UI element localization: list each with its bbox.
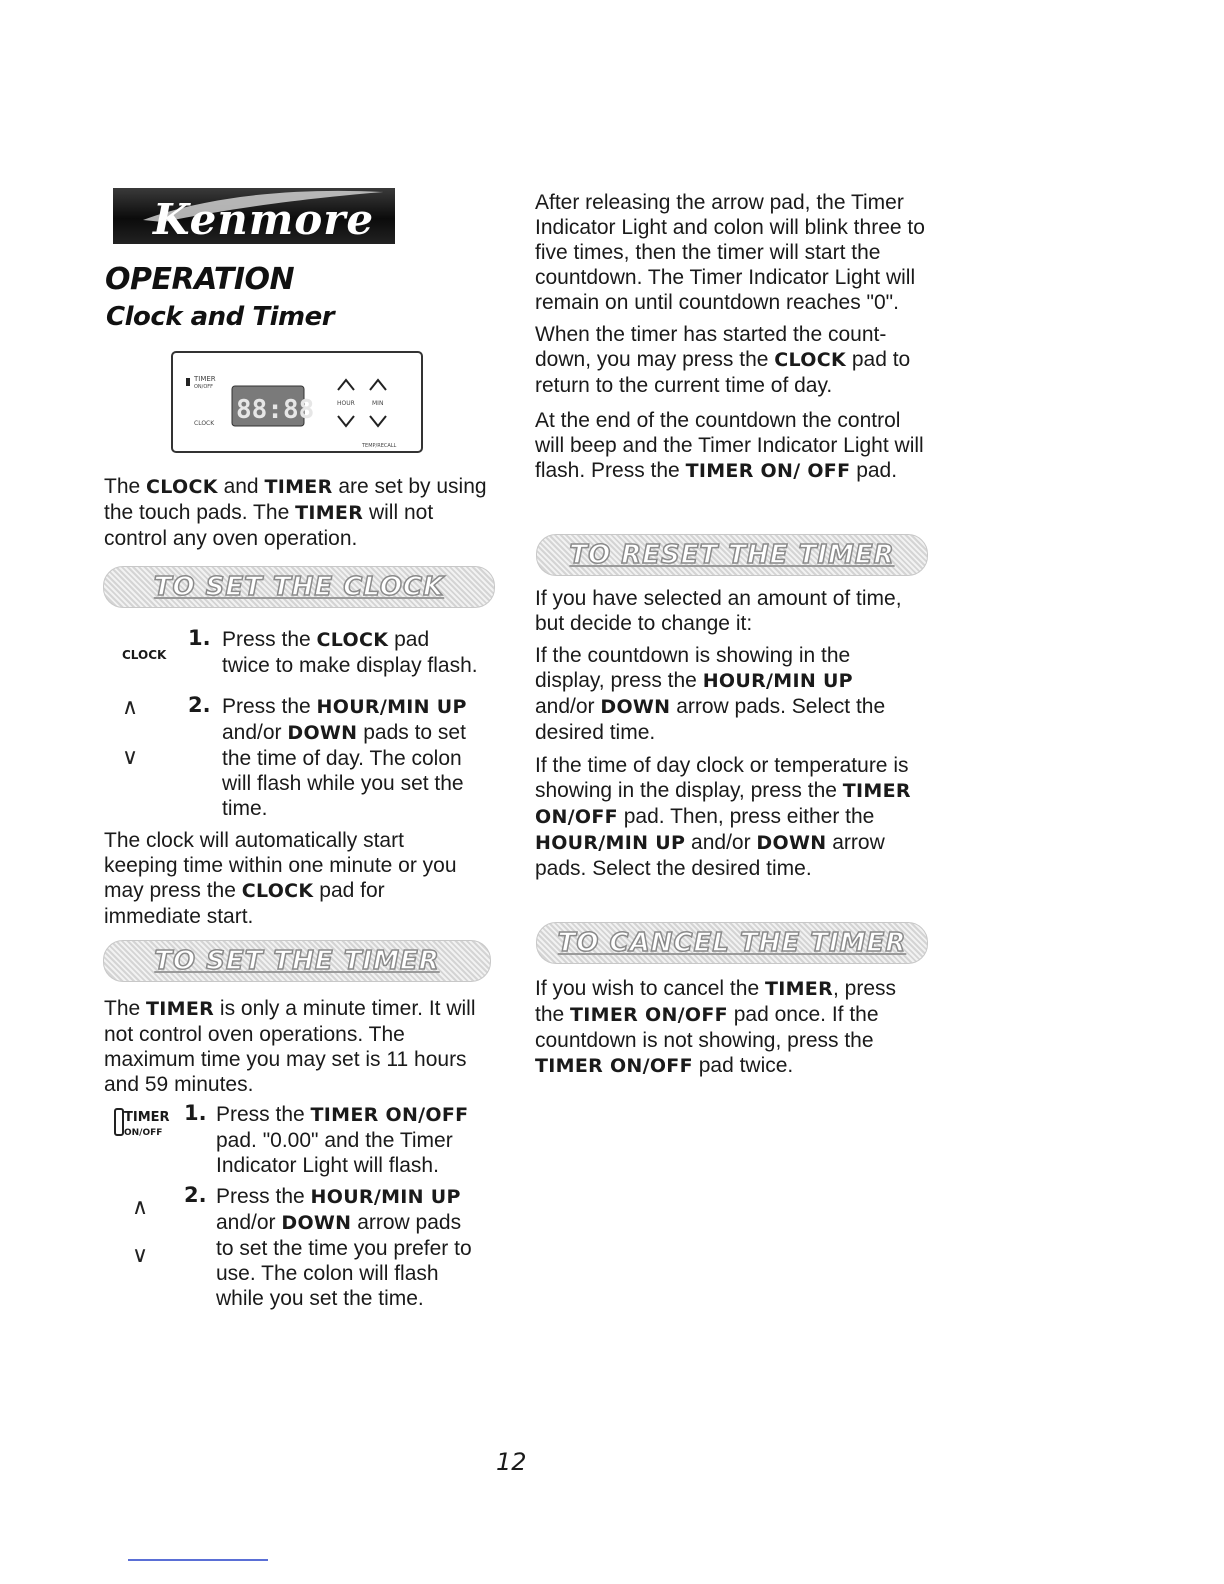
clock-step2-number: 2. bbox=[188, 693, 211, 717]
chevron-down-icon: ∨ bbox=[132, 1242, 149, 1267]
page-subtitle: Clock and Timer bbox=[106, 302, 335, 332]
chevron-up-icon: ∧ bbox=[122, 694, 139, 719]
clock-step2-text: Press the HOUR/MIN UP and/or DOWN pads to set the time of day. The colon will flash while you set the time. bbox=[222, 695, 467, 820]
banner-reset-timer: TO RESET THE TIMER bbox=[536, 534, 928, 576]
panel-hour-label: HOUR bbox=[337, 400, 355, 407]
timer-intro-paragraph: The TIMER is only a minute timer. It will not control oven operations. The maximum time you may set is 11 hours and 59 minutes. bbox=[104, 997, 476, 1096]
panel-display: 88:88 bbox=[236, 395, 315, 425]
right-paragraph-1: After releasing the arrow pad, the Timer Indicator Light and colon will blink three to five times, then the timer will start the countdown. The Timer Indicator Light will remain on until countdown reaches "0". bbox=[535, 191, 925, 314]
timer-pad-label: TIMER bbox=[124, 1110, 170, 1125]
chevron-up-icon: ∧ bbox=[132, 1194, 149, 1219]
panel-min-label: MIN bbox=[372, 400, 384, 407]
panel-bottom-label: TEMP/RECALL bbox=[362, 443, 397, 449]
footer-divider bbox=[128, 1559, 268, 1561]
clock-step1-text: Press the CLOCK pad twice to make display flash. bbox=[222, 628, 478, 677]
banner-set-timer: TO SET THE TIMER bbox=[103, 940, 491, 982]
reset-paragraph-1: If you have selected an amount of time, but decide to change it: bbox=[535, 587, 902, 635]
page-title: OPERATION bbox=[105, 262, 295, 297]
timer-step1-text: Press the TIMER ON/OFF pad. "0.00" and the Timer Indicator Light will flash. bbox=[216, 1103, 469, 1177]
kenmore-logo bbox=[113, 188, 395, 244]
banner-cancel-timer: TO CANCEL THE TIMER bbox=[536, 922, 928, 964]
timer-step2-number: 2. bbox=[184, 1183, 207, 1207]
panel-hour-down-icon bbox=[338, 416, 354, 426]
panel-min-down-icon bbox=[370, 416, 386, 426]
page-number: 12 bbox=[496, 1448, 527, 1476]
banner-set-clock: TO SET THE CLOCK bbox=[103, 566, 495, 608]
intro-paragraph: The CLOCK and TIMER are set by using the touch pads. The TIMER will not control any oven operation. bbox=[104, 475, 487, 550]
panel-timer-label: TIMER bbox=[194, 375, 216, 383]
brand-name: Kenmore bbox=[153, 195, 375, 244]
timer-step2-text: Press the HOUR/MIN UP and/or DOWN arrow pads to set the time you prefer to use. The colon will flash while you set the time. bbox=[216, 1185, 472, 1310]
clock-step1-number: 1. bbox=[188, 626, 211, 650]
reset-paragraph-2: If the countdown is showing in the display, press the HOUR/MIN UP and/or DOWN arrow pads. Select the desired time. bbox=[535, 644, 886, 744]
clock-pad-label: CLOCK bbox=[122, 648, 167, 662]
clock-after-paragraph: The clock will automatically start keeping time within one minute or you may press the CLOCK pad for immediate start. bbox=[104, 829, 457, 928]
timer-pad-sub: ON/OFF bbox=[124, 1128, 163, 1138]
panel-hour-up-icon bbox=[338, 380, 354, 390]
timer-step1-number: 1. bbox=[184, 1101, 207, 1125]
cancel-paragraph-1: If you wish to cancel the TIMER, press the TIMER ON/OFF pad once. If the countdown is not showing, press the TIMER ON/OFF pad twice. bbox=[535, 977, 897, 1077]
reset-paragraph-3: If the time of day clock or temperature is showing in the display, press the TIMER ON/OFF pad. Then, press either the HOUR/MIN UP and/or DOWN arrow pads. Select the desired time. bbox=[535, 754, 911, 880]
control-panel-diagram bbox=[170, 350, 426, 456]
timer-pad-icon bbox=[114, 1108, 124, 1136]
right-paragraph-2: When the timer has started the count-down, you may press the CLOCK pad to return to the current time of day. bbox=[535, 323, 911, 397]
panel-clock-label: CLOCK bbox=[194, 420, 215, 427]
chevron-down-icon: ∨ bbox=[122, 744, 139, 769]
panel-timer-sub: ON/OFF bbox=[194, 384, 214, 390]
panel-min-up-icon bbox=[370, 380, 386, 390]
right-paragraph-3: At the end of the countdown the control will beep and the Timer Indicator Light will flash. Press the TIMER ON/ OFF pad. bbox=[535, 409, 924, 482]
